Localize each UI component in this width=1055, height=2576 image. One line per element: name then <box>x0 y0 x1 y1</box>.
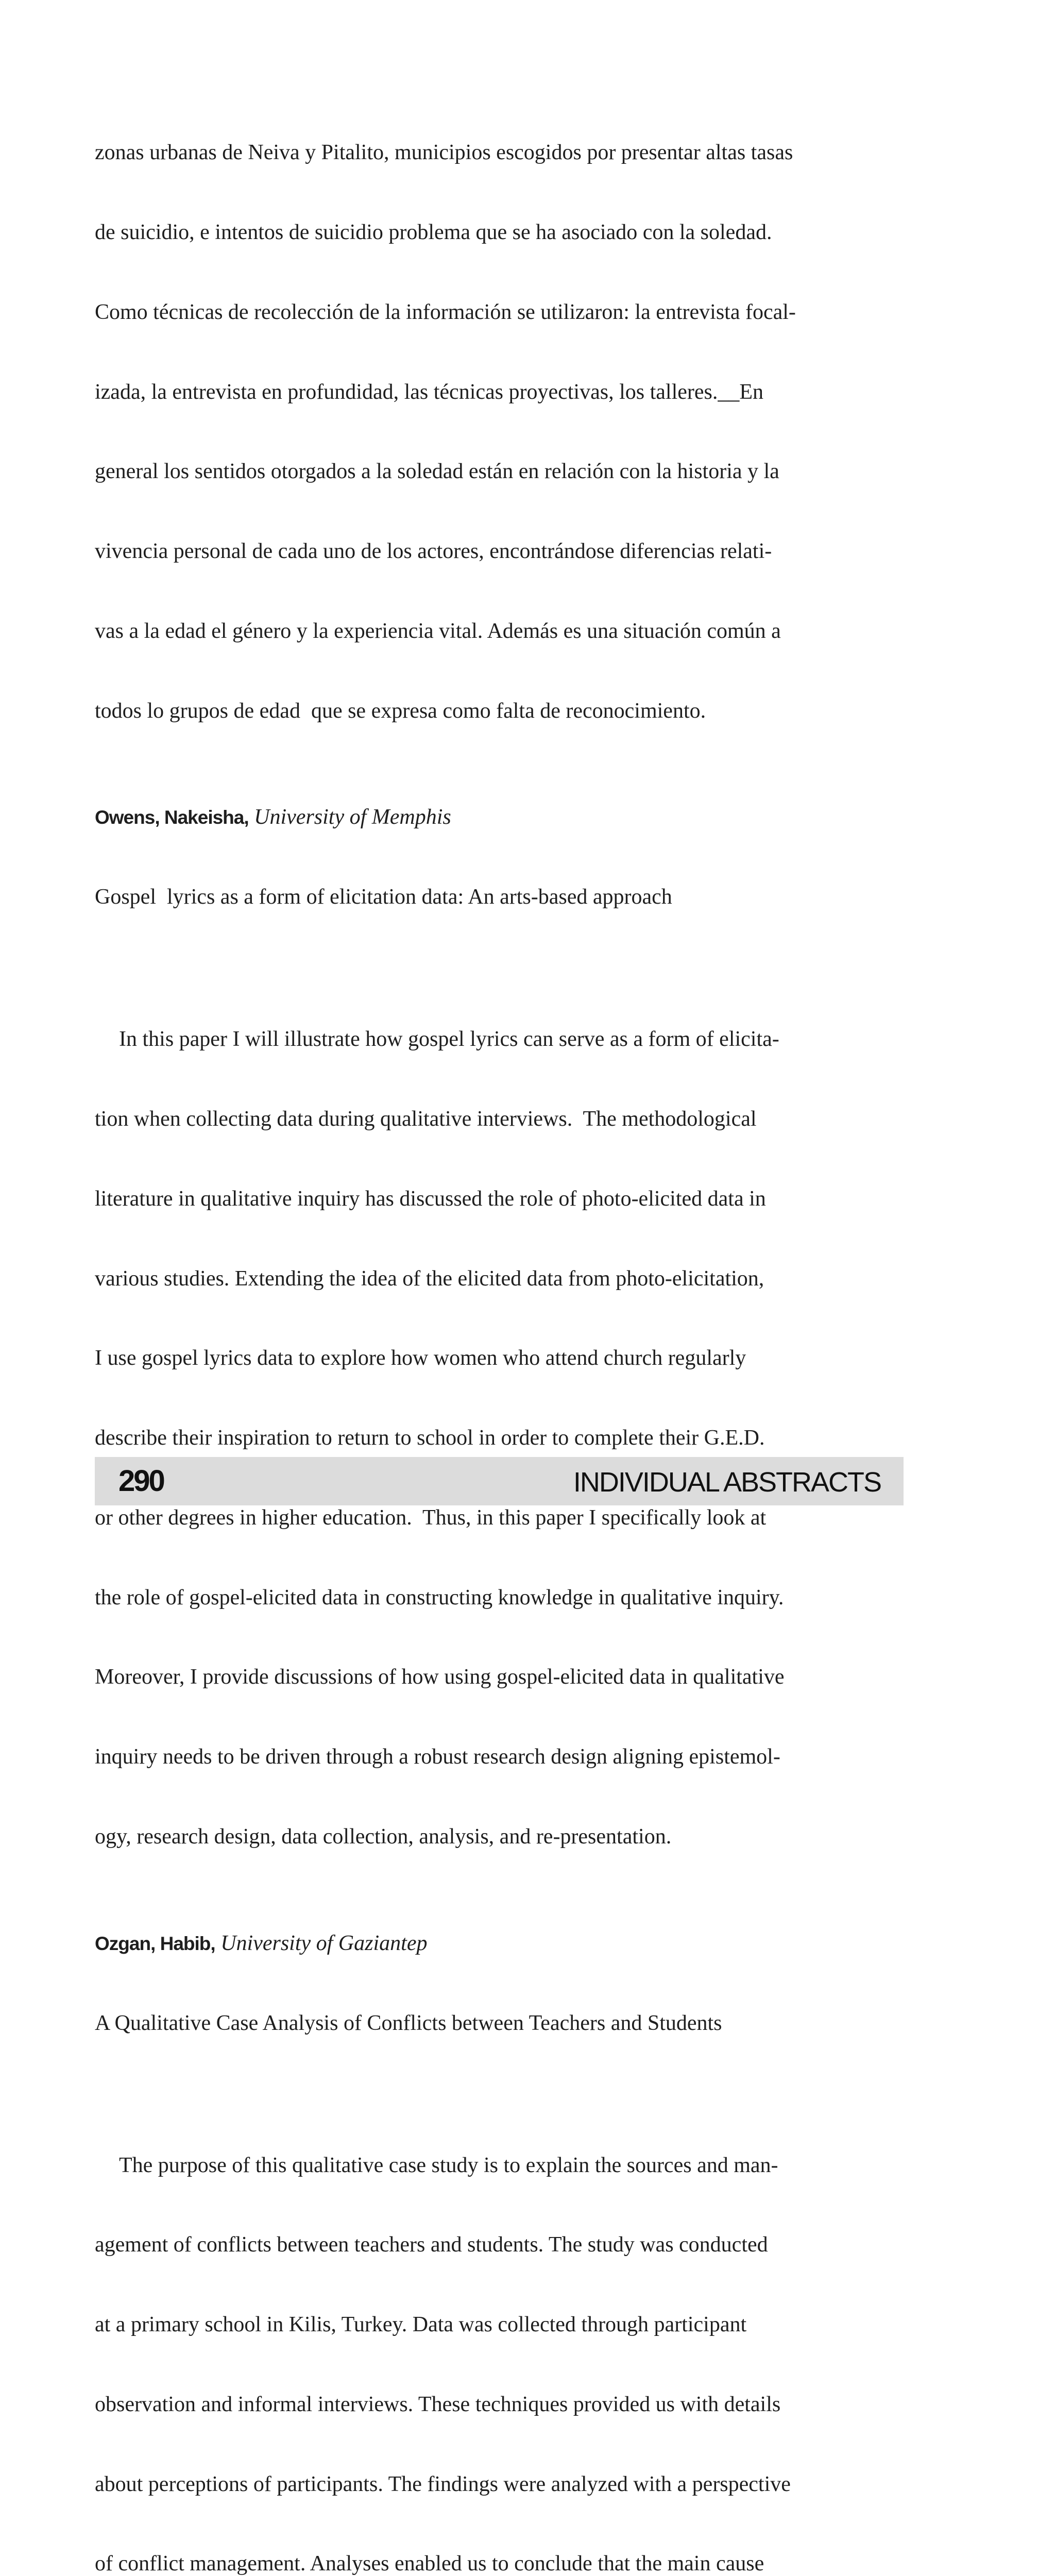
text-line: of conflict management. Analyses enabled us to conclude that the main cause <box>95 2552 764 2576</box>
text-line: general los sentidos otorgados a la soledad están en relación con la historia y la <box>95 460 779 484</box>
page-content <box>95 87 909 2576</box>
author-line <box>95 1930 909 1957</box>
text-line: various studies. Extending the idea of the elicited data from photo-elicitation, <box>95 1266 764 1291</box>
text-line: vivencia personal de cada uno de los actores, encontrándose diferencias relati- <box>95 539 772 564</box>
abstract-text <box>95 973 909 1904</box>
text-line: observation and informal interviews. These techniques provided us with details <box>95 2392 781 2416</box>
page-footer <box>95 1457 904 1505</box>
text-line: at a primary school in Kilis, Turkey. Data was collected through participant <box>95 2313 747 2337</box>
text-line: describe their inspiration to return to school in order to complete their G.E.D. <box>95 1426 765 1450</box>
author-line <box>95 804 909 831</box>
entry-header <box>95 1930 909 2090</box>
abstract-text <box>95 2099 909 2576</box>
abstract-entry <box>95 804 909 1903</box>
text-line: ogy, research design, data collection, analysis, and re-presentation. <box>95 1825 672 1849</box>
section-title: INDIVIDUAL ABSTRACTS <box>573 1467 881 1498</box>
author-name: Owens, Nakeisha, <box>95 807 249 828</box>
author-affiliation: University of Gaziantep <box>220 1931 428 1955</box>
text-line: the role of gospel-elicited data in constructing knowledge in qualitative inquiry. <box>95 1585 784 1609</box>
text-line: inquiry needs to be driven through a robust research design aligning epistemol- <box>95 1745 780 1769</box>
text-line: de suicidio, e intentos de suicidio problema que se ha asociado con la soledad. <box>95 220 772 244</box>
entry-title <box>95 831 909 964</box>
text-line: In this paper I will illustrate how gospel lyrics can serve as a form of elicita- <box>119 1027 779 1052</box>
text-line: todos lo grupos de edad que se expresa como falta de reconocimiento. <box>95 699 706 723</box>
text-line: literature in qualitative inquiry has discussed the role of photo-elicited data in <box>95 1187 766 1211</box>
text-line: Como técnicas de recolección de la información se utilizaron: la entrevista focal- <box>95 300 796 324</box>
intro-paragraph <box>95 87 909 777</box>
text-line: I use gospel lyrics data to explore how women who attend church regularly <box>95 1346 746 1370</box>
title-line: A Qualitative Case Analysis of Conflicts between Teachers and Students <box>95 2011 722 2035</box>
text-line: izada, la entrevista en profundidad, las técnicas proyectivas, los talleres.__En <box>95 380 764 404</box>
author-name: Ozgan, Habib, <box>95 1933 215 1954</box>
title-line: Gospel lyrics as a form of elicitation data: An arts-based approach <box>95 885 672 909</box>
text-line: zonas urbanas de Neiva y Pitalito, municipios escogidos por presentar altas tasas <box>95 141 793 165</box>
text-line: tion when collecting data during qualitative interviews. The methodological <box>95 1107 757 1131</box>
text-line: Moreover, I provide discussions of how using gospel-elicited data in qualitative <box>95 1665 785 1689</box>
text-line: about perceptions of participants. The findings were analyzed with a perspective <box>95 2472 791 2496</box>
entry-title <box>95 1957 909 2090</box>
text-line: agement of conflicts between teachers and students. The study was conducted <box>95 2233 768 2257</box>
author-affiliation: University of Memphis <box>254 805 451 829</box>
page-number: 290 <box>118 1464 164 1498</box>
text-line: vas a la edad el género y la experiencia vital. Además es una situación común a <box>95 619 781 643</box>
abstract-entry <box>95 1930 909 2576</box>
text-line: The purpose of this qualitative case study is to explain the sources and man- <box>119 2153 778 2177</box>
text-line: or other degrees in higher education. Thus, in this paper I specifically look at <box>95 1505 767 1530</box>
entry-header <box>95 804 909 964</box>
